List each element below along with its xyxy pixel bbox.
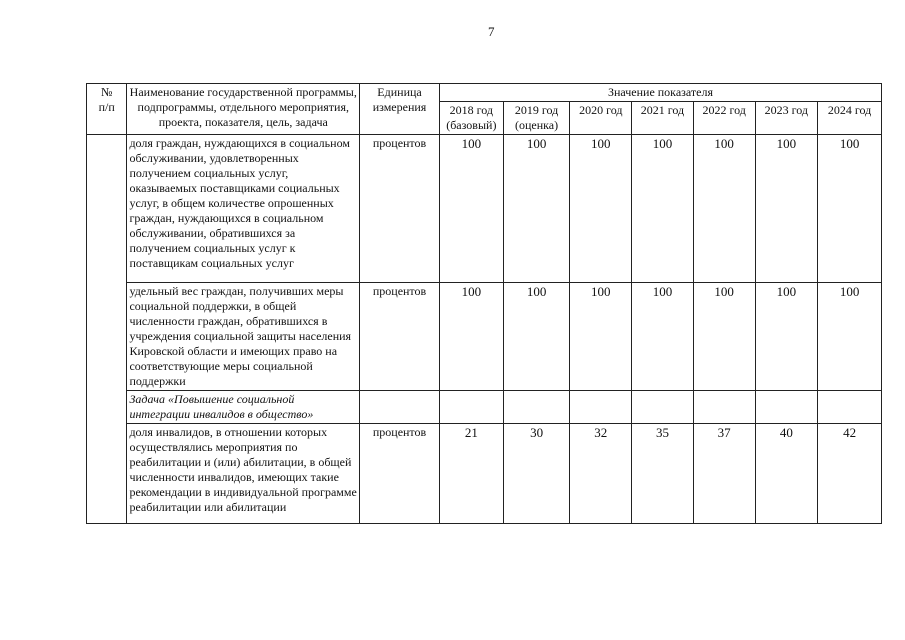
year-label: 2019 год — [514, 103, 559, 117]
value-cell: 32 — [570, 424, 632, 524]
page-number: 7 — [488, 24, 495, 39]
value-cell: 100 — [818, 135, 882, 283]
col-header-year — [503, 102, 570, 135]
value-cell: 35 — [632, 424, 694, 524]
empty-cell — [570, 391, 632, 424]
value-cell: 100 — [503, 283, 570, 391]
col-header-values-group: Значение показателя — [439, 84, 881, 102]
value-cell: 100 — [503, 135, 570, 283]
value-cell: 100 — [570, 283, 632, 391]
indicator-name: удельный вес граждан, получивших меры социальной поддержки, в общей численности граждан, обратившихся в учреждения социальной защиты населения Кировской области и имеющих право на соответствующие меры социальной поддержки — [127, 283, 360, 391]
col-header-year — [439, 102, 503, 135]
value-cell: 100 — [755, 135, 818, 283]
indicator-unit: процентов — [360, 135, 440, 283]
value-cell: 100 — [693, 135, 755, 283]
value-cell: 100 — [693, 283, 755, 391]
value-cell: 100 — [632, 283, 694, 391]
value-cell: 37 — [693, 424, 755, 524]
col-header-number: № п/п — [87, 84, 127, 135]
indicator-unit: процентов — [360, 283, 440, 391]
empty-cell — [818, 391, 882, 424]
value-cell: 100 — [755, 283, 818, 391]
year-note: (оценка) — [514, 118, 559, 132]
year-label: 2022 год — [702, 103, 746, 117]
col-header-name: Наименование государственной программы, подпрограммы, отдельного мероприятия, проекта, показателя, цель, задача — [127, 84, 360, 135]
empty-cell — [503, 391, 570, 424]
empty-cell — [755, 391, 818, 424]
year-label: 2023 год — [764, 103, 809, 117]
value-cell: 100 — [632, 135, 694, 283]
year-label: 2020 год — [579, 103, 623, 117]
value-cell: 40 — [755, 424, 818, 524]
year-note: (базовый) — [446, 118, 497, 132]
table-row — [87, 424, 882, 524]
col-header-year — [755, 102, 818, 135]
col-header-year — [818, 102, 882, 135]
col-header-year — [693, 102, 755, 135]
value-cell: 100 — [818, 283, 882, 391]
indicators-table — [86, 83, 882, 524]
value-cell: 21 — [439, 424, 503, 524]
value-cell: 42 — [818, 424, 882, 524]
value-cell: 100 — [439, 135, 503, 283]
table-row — [87, 135, 882, 283]
table-row — [87, 283, 882, 391]
empty-cell — [693, 391, 755, 424]
year-label: 2024 год — [827, 103, 872, 117]
col-header-unit: Единица измерения — [360, 84, 440, 135]
empty-cell — [360, 391, 440, 424]
task-title: Задача «Повышение социальной интеграции инвалидов в общество» — [127, 391, 360, 424]
row-number-cell — [87, 135, 127, 524]
value-cell: 100 — [439, 283, 503, 391]
value-cell: 30 — [503, 424, 570, 524]
header-row-1 — [87, 84, 882, 102]
indicator-unit: процентов — [360, 424, 440, 524]
indicator-name: доля инвалидов, в отношении которых осуществлялись мероприятия по реабилитации и (или) абилитации, в общей численности инвалидов, имеющих такие рекомендации в индивидуальной программе реабилитации или абилитации — [127, 424, 360, 524]
task-row — [87, 391, 882, 424]
value-cell: 100 — [570, 135, 632, 283]
indicator-name: доля граждан, нуждающихся в социальном обслуживании, удовлетворенных получением социальных услуг, оказываемых поставщиками социальных услуг, в общем количестве опрошенных граждан, нуждающихся в социальном обслуживании, обратившихся за получением социальных услуг к поставщикам социальных услуг — [127, 135, 360, 283]
year-label: 2021 год — [640, 103, 685, 117]
col-header-year — [632, 102, 694, 135]
year-label: 2018 год — [449, 103, 494, 117]
empty-cell — [632, 391, 694, 424]
empty-cell — [439, 391, 503, 424]
col-header-year — [570, 102, 632, 135]
